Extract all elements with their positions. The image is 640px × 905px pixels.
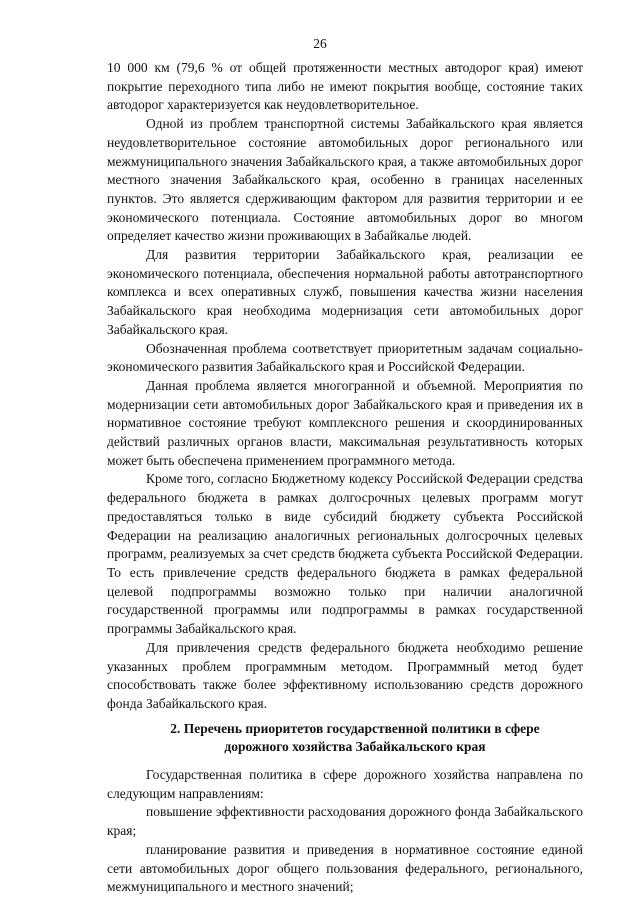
paragraph-problem-statement: Одной из проблем транспортной системы Забайкальского края является неудовлетворительное состояние автомобильных дорог регионального или межмуниципального значения Забайкальского края, а также автомобильных дорог местного значения Забайкальского края, особенно в границах населенных пунктов. Это является сдерживающим фактором для развития территории и ее экономического потенциала. Состояние автомобильных дорог во многом определяет качество жизни проживающих в Забайкалье людей. (107, 116, 583, 244)
list-item-efficiency: повышение эффективности расходования дорожного фонда Забайкальского края; (107, 804, 583, 839)
document-body (107, 59, 583, 897)
section-heading-line1: 2. Перечень приоритетов государственной политики в сфере (170, 720, 540, 736)
paragraph-budget-code: Кроме того, согласно Бюджетному кодексу Российской Федерации средства федерального бюджета в рамках долгосрочных целевых программ могут предоставляться только в виде субсидий бюджету субъекта Российской Федерации на реализацию аналогичных региональных долгосрочных целевых программ, реализуемых за счет средств бюджета субъекта Российской Федерации. То есть привлечение средств федерального бюджета в рамках федеральной целевой подпрограммы возможно только при наличии аналогичной государственной программы или подпрограммы в рамках государственной программы Забайкальского края. (107, 471, 583, 637)
paragraph-policy-directions: Государственная политика в сфере дорожного хозяйства направлена по следующим направлениям: (107, 767, 583, 801)
paragraph-program-method: Данная проблема является многогранной и объемной. Мероприятия по модернизации сети автомобильных дорог Забайкальского края и приведения их в нормативное состояние требуют комплексного решения и скоординированных действий различных органов власти, максимальная результативность которых может быть обеспечена применением программного метода. (107, 377, 583, 468)
paragraph-modernization-need: Для развития территории Забайкальского края, реализации ее экономического потенциала, обеспечения нормальной работы автотранспортного комплекса и всех оперативных служб, повышения качества жизни населения Забайкальского края необходима модернизация сети автомобильных дорог Забайкальского края. (107, 247, 583, 337)
paragraph-priority-tasks: Обозначенная проблема соответствует приоритетным задачам социально-экономического развития Забайкальского края и Российской Федерации. (107, 340, 583, 375)
paragraph-federal-funds: Для привлечения средств федерального бюджета необходимо решение указанных проблем программным методом. Программный метод будет способствовать также более эффективному использованию средств дорожного фонда Забайкальского края. (107, 639, 583, 711)
page-number: 26 (313, 36, 327, 51)
section-heading-line2: дорожного хозяйства Забайкальского края (224, 739, 486, 755)
section-heading (107, 720, 583, 757)
paragraph-continuation: 10 000 км (79,6 % от общей протяженности местных автодорог края) имеют покрытие переходного типа либо не имеют покрытия вообще, состояние таких автодорог характеризуется как неудовлетворительное. (107, 60, 583, 113)
list-item-planning: планирование развития и приведения в нормативное состояние единой сети автомобильных дорог общего пользования федерального, регионального, межмуниципального и местного значений; (107, 841, 583, 895)
